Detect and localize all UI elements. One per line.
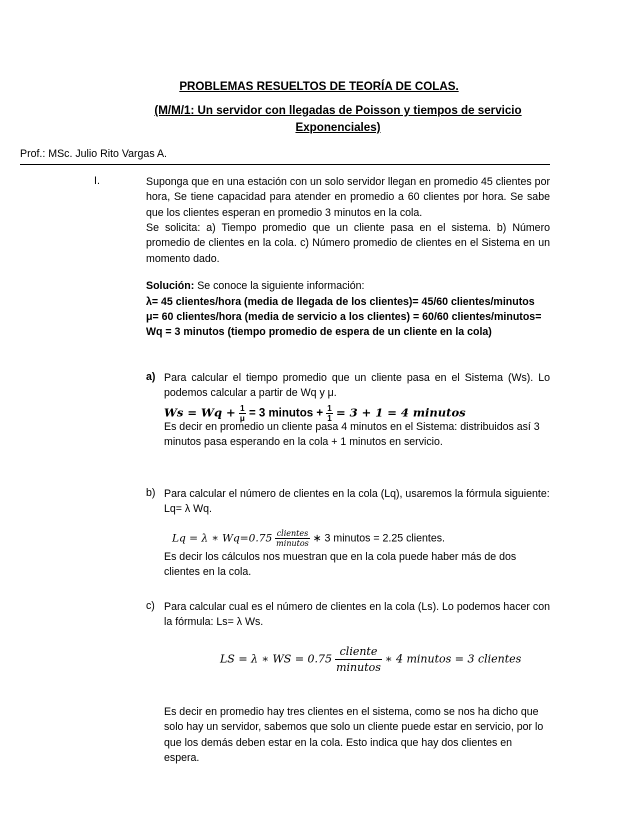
part-a-text: Para calcular el tiempo promedio que un cliente pasa en el Sistema (Ws). Lo podemos calcular a partir de Wq y μ. bbox=[164, 372, 550, 400]
problem-request: Se solicita: a) Tiempo promedio que un cliente pasa en el sistema. b) Número promedio de clientes en la cola. c) Número promedio de clientes en el Sistema en un momento dado. bbox=[146, 222, 550, 265]
part-c-formula: LS = λ ∗ WS = 0.75 $\frac{\text{cliente}}{\text{minutos}}$ ∗ 4 minutos = 3 clientes bbox=[220, 645, 522, 674]
page-title: PROBLEMAS RESUELTOS DE TEORÍA DE COLAS. bbox=[179, 80, 459, 93]
part-b-text: Para calcular el número de clientes en la cola (Lq), usaremos la fórmula siguiente: Lq= λ Wq. bbox=[164, 488, 550, 516]
author-line: Prof.: MSc. Julio Rito Vargas A. bbox=[20, 148, 167, 160]
formula-mid: = 3 minutos + bbox=[248, 407, 324, 420]
header-divider bbox=[20, 164, 550, 165]
part-b-formula: Lq = λ ∗ Wq=0.75 $\frac{\text{clientes}}{\text{minutos}}$ ∗ 3 minutos = 2.25 clientes. bbox=[172, 529, 445, 548]
wq-line: Wq = 3 minutos (tiempo promedio de espera de un cliente en la cola) bbox=[146, 326, 492, 338]
problem-statement: Suponga que en una estación con un solo servidor llegan en promedio 45 clientes por hora, Se tiene capacidad para atender en promedio a 60 clientes por hora. Se sabe que los clientes esperan en promedio 3 minutos en la cola. bbox=[146, 176, 550, 219]
part-b-conclusion: Es decir los cálculos nos muestran que en la cola puede haber más de dos clientes en la cola. bbox=[164, 551, 517, 579]
solution-label: Solución: bbox=[146, 280, 195, 292]
lambda-line: λ= 45 clientes/hora (media de llegada de los clientes)= 45/60 clientes/minutos bbox=[146, 296, 535, 308]
part-a-label: a) bbox=[146, 371, 156, 383]
part-c-conclusion: Es decir en promedio hay tres clientes en el sistema, como se nos ha dicho que solo hay un servidor, sabemos que solo un cliente puede estar en servicio, por lo que los demás deben estar en la cola. Esto indica que hay dos clientes en espera. bbox=[164, 706, 544, 765]
formula-lhs: Ws = Wq + bbox=[164, 405, 236, 420]
fraction-client-per-minute: $\frac{\text{cliente}}{\text{minutos}}$ bbox=[336, 645, 381, 674]
fraction-1: $\frac{1}{\mu}$ bbox=[239, 404, 245, 423]
page-subtitle: (M/M/1: Un servidor con llegadas de Poisson y tiempos de servicio Exponenciales) bbox=[154, 104, 522, 134]
fraction-clients-per-minute: $\frac{\text{clientes}}{\text{minutos}}$ bbox=[276, 529, 309, 548]
part-a-conclusion: Es decir en promedio un cliente pasa 4 minutos en el Sistema: distribuidos así 3 minutos pasa esperando en la cola + 1 minutos en servicio. bbox=[164, 421, 540, 449]
part-c-text: Para calcular cual es el número de clientes en la cola (Ls). Lo podemos hacer con la fórmula: Ls= λ Ws. bbox=[164, 601, 550, 629]
part-b-label: b) bbox=[146, 487, 156, 499]
fraction-2: $\frac{1}{1}$ bbox=[327, 404, 332, 423]
solution-intro-text: Se conoce la siguiente información: bbox=[197, 280, 365, 292]
problem-number: I. bbox=[94, 175, 100, 187]
solution-intro bbox=[146, 279, 550, 294]
formula-rhs: = 3 + 1 = 4 minutos bbox=[335, 405, 466, 420]
part-c-label: c) bbox=[146, 600, 155, 612]
mu-line: μ= 60 clientes/hora (media de servicio a los clientes) = 60/60 clientes/minutos= bbox=[146, 311, 542, 323]
